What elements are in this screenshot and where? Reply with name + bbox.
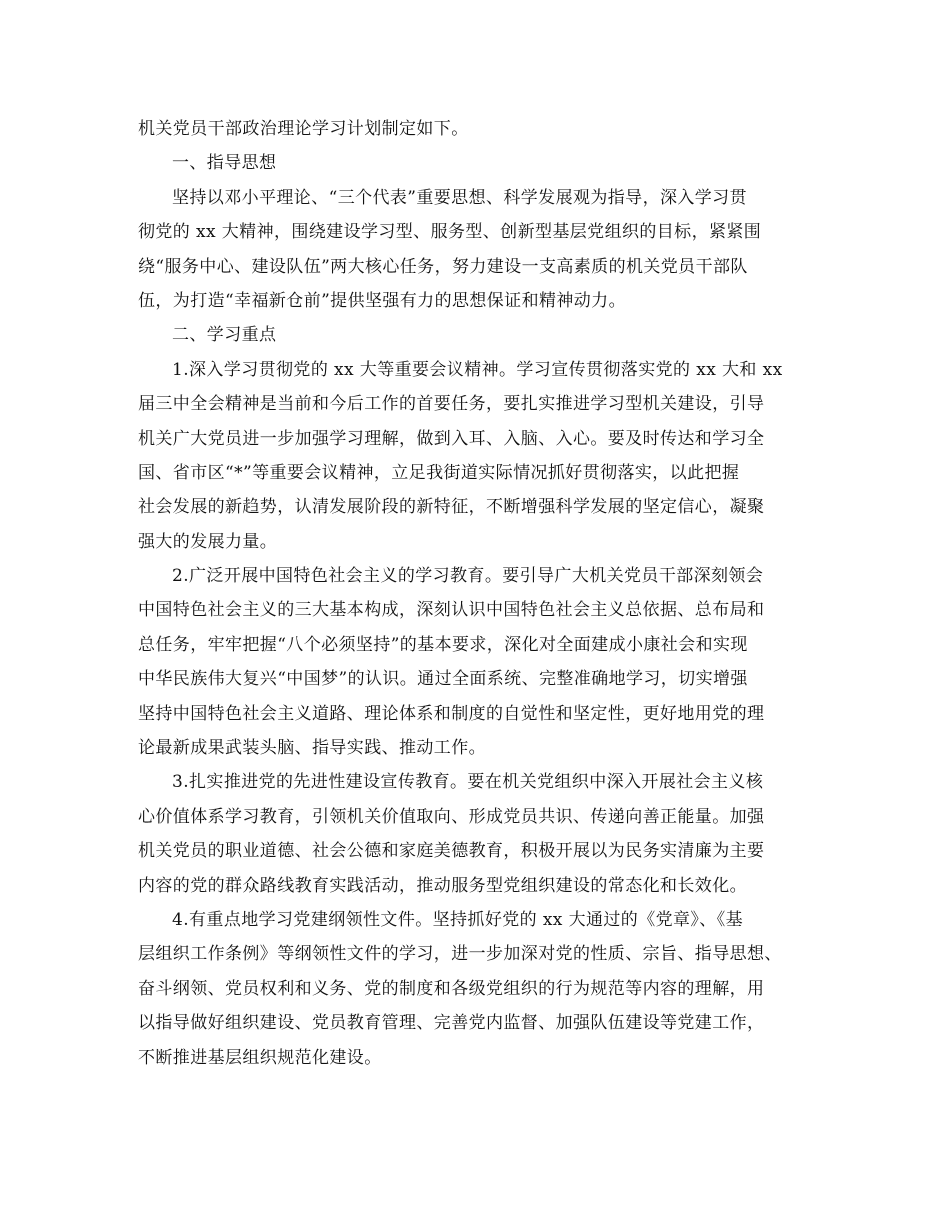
text-line: 二、学习重点 bbox=[172, 325, 277, 346]
text-line: 总任务，牢牢把握“八个必须坚持”的基本要求，深化对全面建成小康社会和实现 bbox=[138, 634, 748, 655]
text-line: 心价值体系学习教育，引领机关价值取向、形成党员共识、传递向善正能量。加强 bbox=[138, 806, 765, 827]
text-line: 机关党员的职业道德、社会公德和家庭美德教育，积极开展以为民务实清廉为主要 bbox=[138, 841, 765, 862]
text-line: 坚持中国特色社会主义道路、理论体系和制度的自觉性和坚定性，更好地用党的理 bbox=[138, 703, 765, 724]
text-line: 国、省市区“*”等重要会议精神，立足我街道实际情况抓好贯彻落实，以此把握 bbox=[138, 462, 740, 483]
text-line: 一、指导思想 bbox=[172, 153, 277, 174]
text-line: 强大的发展力量。 bbox=[138, 531, 278, 552]
text-line: 不断推进基层组织规范化建设。 bbox=[138, 1047, 382, 1068]
text-line: 奋斗纲领、党员权利和义务、党的制度和各级党组织的行为规范等内容的理解，用 bbox=[138, 978, 765, 999]
text-line: 坚持以邓小平理论、“三个代表”重要思想、科学发展观为指导，深入学习贯 bbox=[172, 187, 747, 208]
text-line: 机关广大党员进一步加强学习理解，做到入耳、入脑、入心。要及时传达和学习全 bbox=[138, 428, 765, 449]
text-line: 伍，为打造“幸福新仓前”提供坚强有力的思想保证和精神动力。 bbox=[138, 290, 626, 311]
text-line: 2.广泛开展中国特色社会主义的学习教育。要引导广大机关党员干部深刻领会 bbox=[172, 566, 764, 587]
text-line: 内容的党的群众路线教育实践活动，推动服务型党组织建设的常态化和长效化。 bbox=[138, 875, 747, 896]
text-line: 机关党员干部政治理论学习计划制定如下。 bbox=[138, 119, 469, 139]
text-line: 论最新成果武装头脑、指导实践、推动工作。 bbox=[138, 738, 486, 759]
text-line: 彻党的 xx 大精神，围绕建设学习型、服务型、创新型基层党组织的目标，紧紧围 bbox=[138, 222, 762, 243]
text-line: 中国特色社会主义的三大基本构成，深刻认识中国特色社会主义总依据、总布局和 bbox=[138, 600, 765, 621]
text-line: 届三中全会精神是当前和今后工作的首要任务，要扎实推进学习型机关建设，引导 bbox=[138, 394, 765, 415]
text-line: 层组织工作条例》等纲领性文件的学习，进一步加深对党的性质、宗旨、指导思想、 bbox=[138, 944, 782, 965]
text-line: 3.扎实推进党的先进性建设宣传教育。要在机关党组织中深入开展社会主义核 bbox=[172, 772, 764, 793]
text-line: 4.有重点地学习党建纲领性文件。坚持抓好党的 xx 大通过的《党章》、《基 bbox=[172, 909, 744, 930]
text-line: 绕“服务中心、建设队伍”两大核心任务，努力建设一支高素质的机关党员干部队 bbox=[138, 256, 748, 277]
text-line: 社会发展的新趋势，认清发展阶段的新特征，不断增强科学发展的坚定信心，凝聚 bbox=[138, 497, 765, 518]
document-page bbox=[138, 112, 828, 1075]
text-line: 1.深入学习贯彻党的 xx 大等重要会议精神。学习宣传贯彻落实党的 xx 大和 xx bbox=[172, 359, 783, 380]
text-line: 以指导做好组织建设、党员教育管理、完善党内监督、加强队伍建设等党建工作， bbox=[138, 1013, 765, 1034]
text-line: 中华民族伟大复兴“中国梦”的认识。通过全面系统、完整准确地学习，切实增强 bbox=[138, 669, 748, 690]
